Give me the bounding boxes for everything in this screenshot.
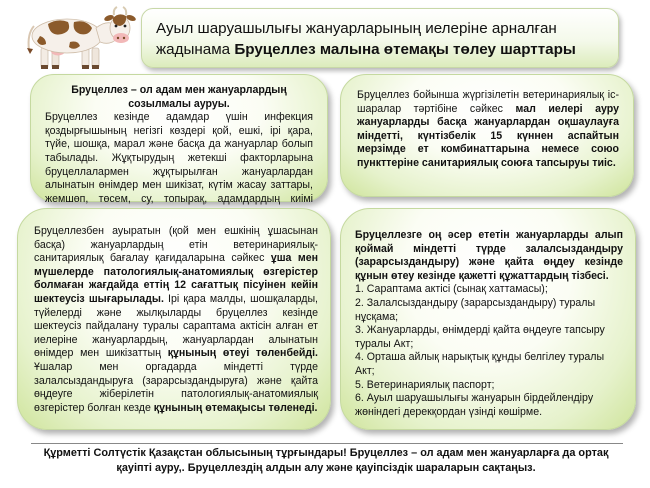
compensation-bold-3: құнының өтемақысы төленеді. (153, 401, 318, 414)
footer-appeal (30, 446, 622, 475)
documents-heading: Бруцеллезге оң әсер ететін жануарларды алып қоймай міндетті түрде залалсыздандыру (зарарсыздандыру) және қайта өңдеу кезінде құнын өтеу кезінде қажетті құжаттардың тізбесі. (355, 229, 623, 282)
title-line-2-plain: жадынама (156, 41, 235, 58)
compensation-text-3: Ұшалар мен оргадарда міндетті түрде залалсыздандыруға (зарарсыздандыруға) және қайта өңдеуге жіберілетін патологиялық-анатомиялық өзгерістер болған кезде (34, 360, 318, 414)
title-line-1: Ауыл шаруашылығы жануарларының иелеріне арналған (156, 20, 557, 37)
documents-card (340, 208, 636, 430)
compensation-card (17, 208, 331, 430)
documents-list-item: 1. Сараптама актісі (сынақ хаттамасы); (355, 283, 548, 296)
isolation-bold: мал иелері ауру жануарларды басқа жануарлардан оқшаулауға міндетті, күнтізбелік 15 күннен аспайтын мерзімде ет комбинаттарына немесе союо пункттеріне санитариялық союға тапсыруы тиіс. (357, 102, 620, 169)
compensation-bold-2: құнының өтеуі төленбейді. (167, 347, 318, 360)
documents-list-item: 3. Жануарларды, өнімдерді қайта өңдеуге тапсыру туралы Акт; (355, 324, 605, 350)
documents-list-item: 4. Орташа айлық нарықтық құнды белгілеу туралы Акт; (355, 351, 605, 377)
title-line-2 (156, 39, 604, 60)
compensation-text-1: Бруцеллезбен ауыратын (қой мен ешкінің ұшасынан басқа) жануарлардың етін ветеринариялық-санитариялық бағалау қағидаларына сәйкес (34, 225, 318, 265)
definition-body: Бруцеллез кезінде адамдар үшін инфекция қоздырғышының негізгі көздері қой, ешкі, ірі қара, түйе, шошқа, марал және басқа да жануарлар болып табылады. Жұқтырудың жетекші факторларына бруцеллалармен жұқтырылған жануарлардан алынатын өнімдер мен шикізат, күтім жасау заттары, жемшөп, төсем, су, топырақ, адамдардың киімі (45, 111, 313, 205)
compensation-text-2: Ірі қара малды, шошқаларды, түйелерді және жылқыларды бруцеллез кезінде шектеусіз пайдалану туралы сараптама актісін алған ет иелеріне жануарлардың, жануарлардан алынатын өнімдер мен шикізаттың (34, 292, 318, 360)
title-banner (141, 8, 619, 68)
footer-line-1: Құрметті Солтүстік Қазақстан облысының тұрғындары! Бруцеллез – ол адам мен жануарларға да ортақ (43, 447, 609, 459)
footer-divider (31, 443, 623, 444)
documents-list-item: 2. Залалсыздандыру (зарарсыздандыру) туралы нұсқама; (355, 296, 596, 323)
definition-heading: Бруцеллез – ол адам мен жануарлардың созылмалы ауруы. (71, 84, 287, 110)
footer-line-2: қауіпті ауру,. Бруцеллездің алдын алу және қауіпсіздік шараларын сақтаңыз. (116, 461, 536, 474)
isolation-card (340, 74, 634, 197)
title-line-2-bold: Бруцеллез малына өтемақы төлеу шарттары (234, 41, 576, 58)
cow-illustration (10, 4, 138, 72)
compensation-bold-1: ұша мен мүшелерде патологиялық-анатомиялық өзгерістер болмаған жағдайда еттің 12 сағаттық пісуінен кейін шектеусіз шығарылады. (34, 252, 318, 305)
documents-list-item: 6. Ауыл шаруашылығы жануарын бірдейлендіру жөніндегі дерекқордан үзінді көшірме. (355, 392, 594, 418)
documents-list-item: 5. Ветеринариялық паспорт; (355, 378, 495, 391)
definition-card (30, 74, 328, 205)
isolation-text: Бруцеллез бойынша жүргізілетін ветеринариялық іс-шаралар тәртібіне сәйкес (357, 89, 619, 115)
